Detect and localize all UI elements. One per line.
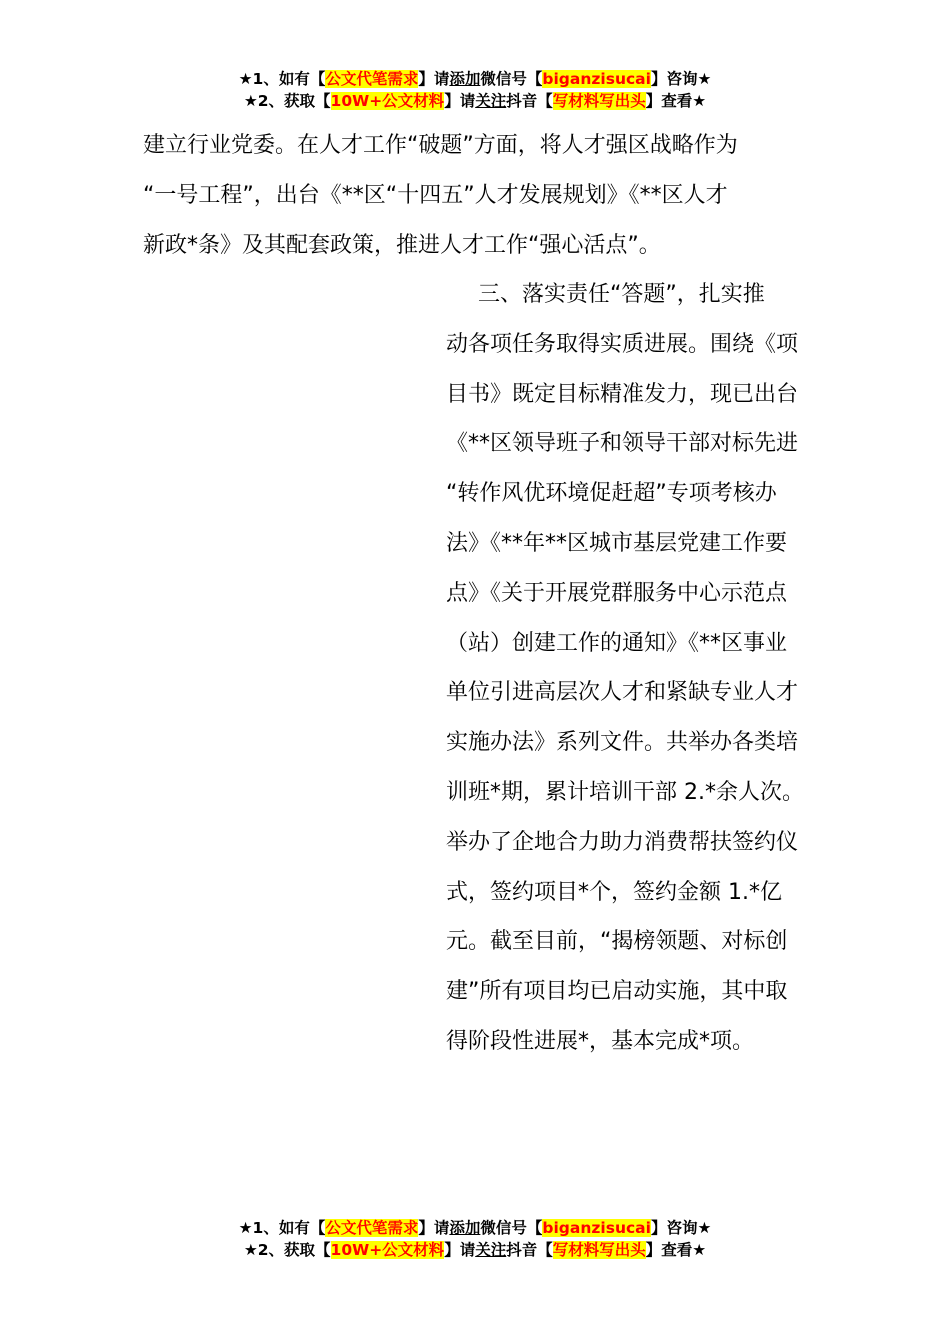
paragraph-2-line: 单位引进高层次人才和紧缺专业人才 (446, 680, 799, 706)
paragraph-2-line: 式，签约项目*个，签约金额 1.*亿 (446, 879, 782, 905)
header-banner (0, 68, 950, 112)
paragraph-2 (446, 270, 804, 1067)
paragraph-2-line: 实施办法》系列文件。共举办各类培 (446, 730, 799, 756)
header-banner-line-1: ★1、如有【公文代笔需求】请添加微信号【biganzisucai】咨询★ (238, 70, 712, 88)
paragraph-2-line: 动各项任务取得实质进展。围绕《项 (446, 331, 799, 357)
paragraph-2-line: 建”所有项目均已启动实施，其中取 (446, 979, 788, 1005)
paragraph-1 (143, 121, 738, 270)
header-highlight-douyin: 写材料写出头 (552, 92, 646, 110)
footer-banner-line-1: ★1、如有【公文代笔需求】请添加微信号【biganzisucai】咨询★ (238, 1219, 712, 1237)
paragraph-1-line: “一号工程”，出台《**区“十四五”人才发展规划》《**区人才 (143, 182, 728, 208)
paragraph-2-line: 元。截至目前，“揭榜领题、对标创 (446, 929, 788, 955)
footer-underline-add: 添加 (449, 1219, 481, 1237)
paragraph-2-heading-line: 三、落实责任“答题”，扎实推 (478, 282, 765, 307)
footer-banner-line-2: ★2、获取【10W+公文材料】请关注抖音【写材料写出头】查看★ (243, 1241, 707, 1259)
paragraph-2-line: 训班*期，累计培训干部 2.*余人次。 (446, 779, 804, 805)
footer-highlight-materials: 10W+公文材料 (330, 1241, 445, 1259)
header-underline-add: 添加 (449, 70, 481, 88)
footer-highlight-ghostwriting: 公文代笔需求 (325, 1219, 419, 1237)
paragraph-1-line: 建立行业党委。在人才工作“破题”方面，将人才强区战略作为 (143, 133, 738, 158)
header-highlight-materials: 10W+公文材料 (330, 92, 445, 110)
footer-highlight-wechat-id: biganzisucai (542, 1219, 651, 1237)
header-highlight-wechat-id: biganzisucai (542, 70, 651, 88)
paragraph-2-line: 点》《关于开展党群服务中心示范点 (446, 580, 788, 606)
paragraph-1-line: 新政*条》及其配套政策，推进人才工作“强心活点”。 (143, 232, 661, 258)
footer-underline-follow: 关注 (475, 1241, 507, 1259)
footer-highlight-douyin: 写材料写出头 (552, 1241, 646, 1259)
paragraph-2-line: （站）创建工作的通知》《**区事业 (446, 630, 788, 656)
header-underline-follow: 关注 (475, 92, 507, 110)
paragraph-2-line: 得阶段性进展*，基本完成*项。 (446, 1028, 755, 1054)
paragraph-2-line: 目书》既定目标精准发力，现已出台 (446, 381, 799, 407)
paragraph-2-line: 法》《**年**区城市基层党建工作要 (446, 530, 788, 556)
header-banner-line-2: ★2、获取【10W+公文材料】请关注抖音【写材料写出头】查看★ (243, 92, 707, 110)
header-highlight-ghostwriting: 公文代笔需求 (325, 70, 419, 88)
paragraph-2-line: “转作风优环境促赶超”专项考核办 (446, 481, 777, 507)
paragraph-2-line: 举办了企地合力助力消费帮扶签约仪 (446, 829, 799, 855)
paragraph-2-line: 《**区领导班子和领导干部对标先进 (446, 431, 799, 457)
footer-banner (0, 1217, 950, 1261)
